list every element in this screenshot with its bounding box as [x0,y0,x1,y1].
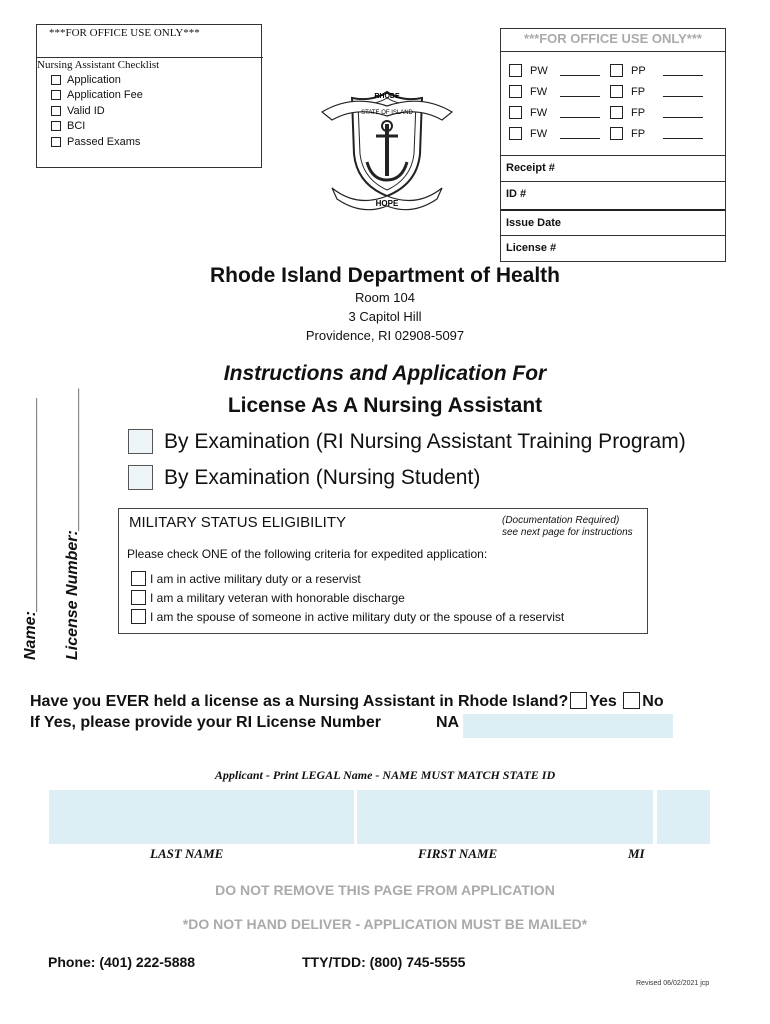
checkbox[interactable] [131,590,146,605]
address-line: 3 Capitol Hill [348,309,422,324]
office-checklist-box [36,24,262,168]
checkbox[interactable] [610,106,623,119]
checklist-title: Nursing Assistant Checklist [37,57,263,71]
office-row: FW FP [509,106,703,119]
address-line: Room 104 [355,290,415,305]
checkbox[interactable] [610,85,623,98]
checkbox[interactable] [131,571,146,586]
checkbox[interactable] [610,64,623,77]
checklist-item[interactable]: Application [51,72,143,88]
checkbox[interactable] [131,609,146,624]
checkbox[interactable] [51,137,61,147]
checkbox[interactable] [51,121,61,131]
checklist-item[interactable]: BCI [51,119,143,135]
middle-initial-input[interactable] [657,790,710,844]
checkbox[interactable] [509,85,522,98]
office-use-box [500,28,726,262]
military-prompt: Please check ONE of the following criteria for expedited application: [127,547,488,561]
seal-top-text: RHODE [374,93,400,100]
checkbox[interactable] [509,127,522,140]
option-training-program[interactable]: By Examination (RI Nursing Assistant Training Program) [128,429,686,454]
checkbox[interactable] [610,127,623,140]
address-line: Providence, RI 02908-5097 [305,328,465,343]
mail-only-notice: *DO NOT HAND DELIVER - APPLICATION MUST BE MAILED* [182,916,588,932]
checklist-item[interactable]: Application Fee [51,88,143,104]
checkbox[interactable] [51,106,61,116]
yes-checkbox[interactable] [570,692,587,709]
checklist-item[interactable]: Valid ID [51,103,143,119]
checkbox[interactable] [128,429,153,454]
no-checkbox[interactable] [623,692,640,709]
military-option[interactable]: I am the spouse of someone in active military duty or the spouse of a reservist [131,609,564,624]
do-not-remove-notice: DO NOT REMOVE THIS PAGE FROM APPLICATION [215,882,555,898]
tty-number: TTY/TDD: (800) 745-5555 [302,954,466,970]
military-option[interactable]: I am in active military duty or a reservist [131,571,361,586]
receipt-field[interactable]: Receipt # [501,155,725,181]
military-title: MILITARY STATUS ELIGIBILITY [129,514,347,531]
rhode-island-seal-icon [312,84,462,214]
legal-name-label: Applicant - Print LEGAL Name - NAME MUST MATCH STATE ID [214,768,556,782]
see-next-page-note: see next page for instructions [502,527,633,538]
checkbox[interactable] [509,64,522,77]
phone-number: Phone: (401) 222-5888 [48,954,196,970]
mi-caption: MI [628,846,645,861]
issue-date-field[interactable]: Issue Date [501,209,725,235]
revision-date: Revised 06/02/2021 jcp [636,980,710,987]
office-use-title: ***FOR OFFICE USE ONLY*** [501,29,725,52]
prior-license-question: Have you EVER held a license as a Nursing Assistant in Rhode Island? Yes No [30,693,664,710]
application-title-line2: License As A Nursing Assistant [227,394,543,417]
license-field[interactable]: License # [501,235,725,261]
id-field[interactable]: ID # [501,181,725,207]
application-title-line1: Instructions and Application For [223,362,547,385]
department-title: Rhode Island Department of Health [209,264,561,287]
office-row: FW FP [509,85,703,98]
checkbox[interactable] [128,465,153,490]
first-name-caption: FIRST NAME [418,846,498,861]
side-name-label: Name:________________________ [22,397,39,660]
license-number-value: NA [436,714,460,731]
military-option[interactable]: I am a military veteran with honorable discharge [131,590,405,605]
office-row: PW PP [509,64,703,77]
side-license-label: License Number:________________ [64,387,81,660]
last-name-input[interactable] [49,790,354,844]
checklist-item[interactable]: Passed Exams [51,134,143,150]
ri-license-number-input[interactable] [463,714,673,738]
checklist-header: ***FOR OFFICE USE ONLY*** [49,27,200,39]
first-name-input[interactable] [357,790,653,844]
military-status-box [118,508,648,634]
license-number-prompt: If Yes, please provide your RI License Number [30,714,381,731]
office-row: FW FP [509,127,703,140]
option-nursing-student[interactable]: By Examination (Nursing Student) [128,465,480,490]
seal-bottom-text: HOPE [375,199,399,208]
doc-required-note: (Documentation Required) [502,515,620,526]
checkbox[interactable] [51,75,61,85]
checkbox[interactable] [509,106,522,119]
seal-band-text: STATE OF ISLAND [361,110,413,116]
checkbox[interactable] [51,90,61,100]
last-name-caption: LAST NAME [150,846,224,861]
